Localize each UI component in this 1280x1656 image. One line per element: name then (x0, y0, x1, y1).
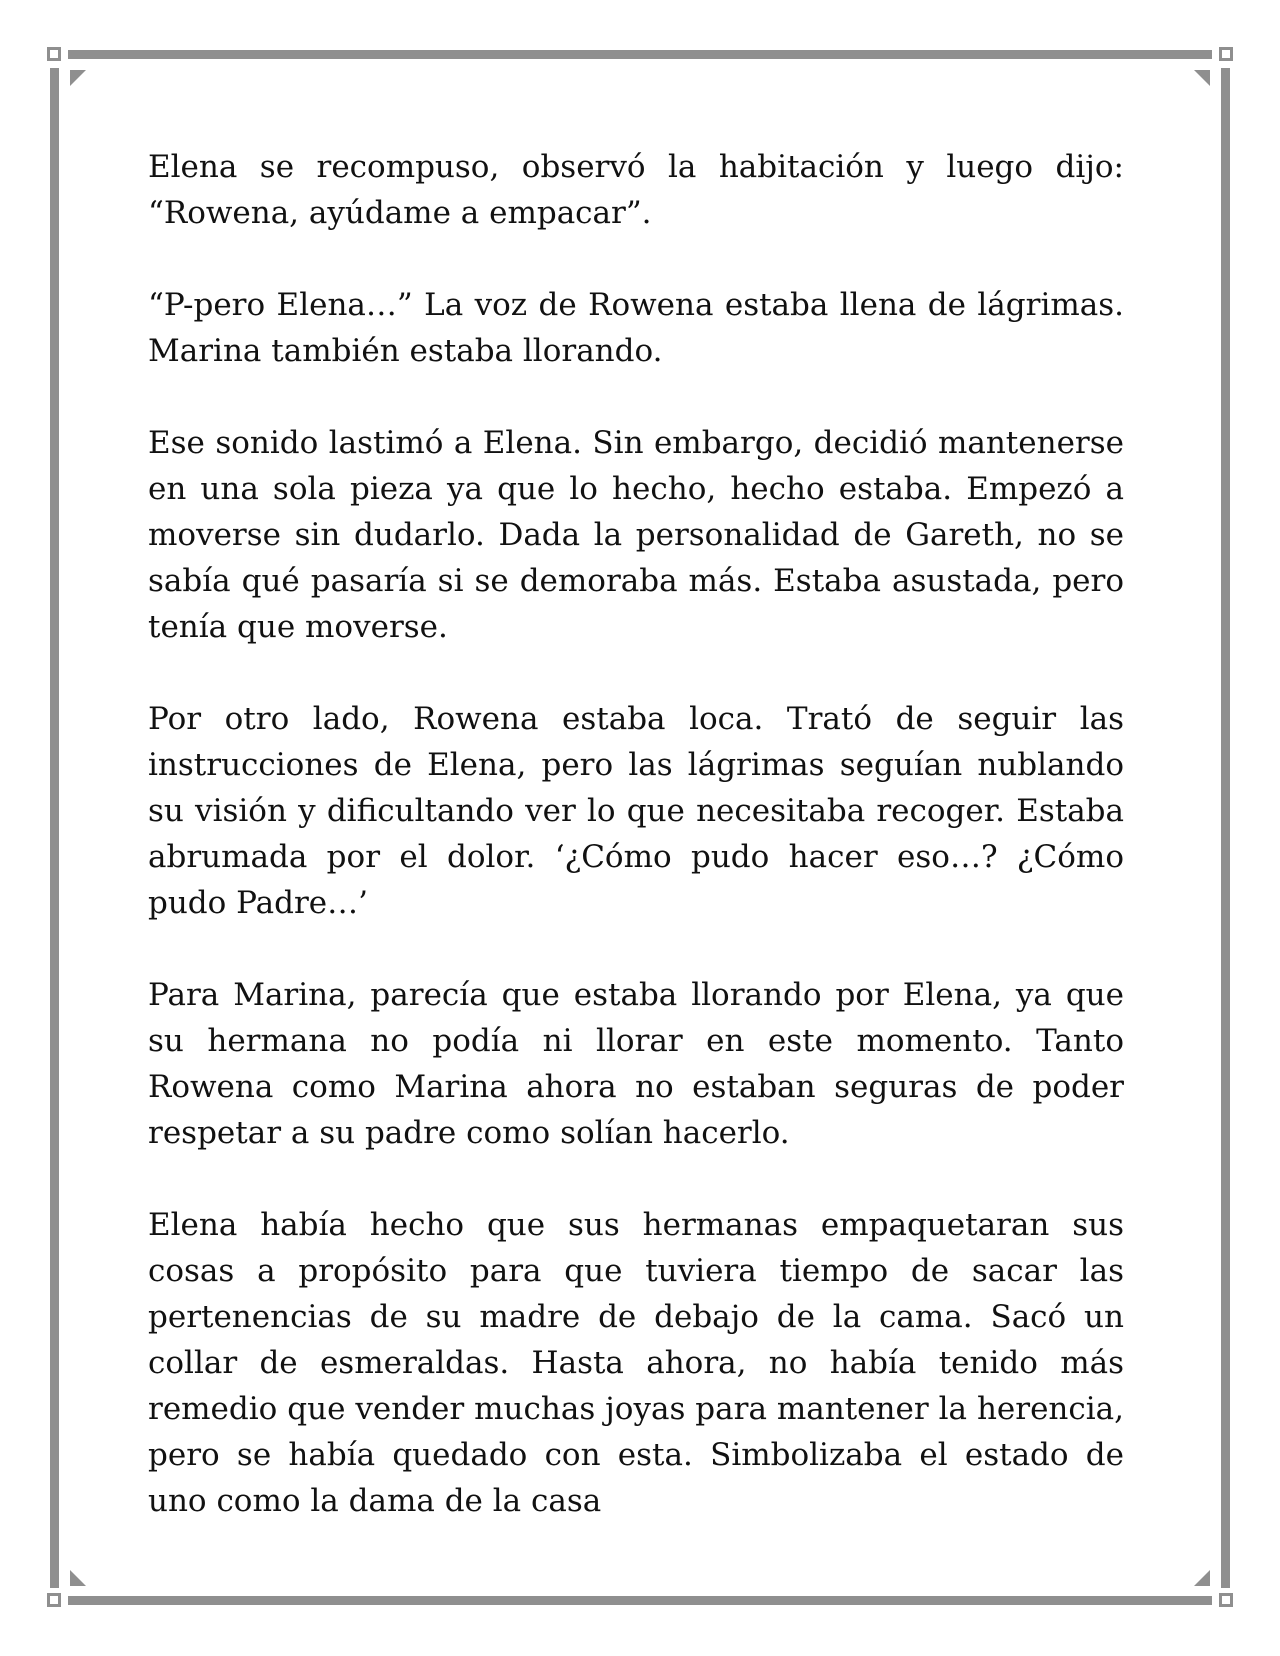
paragraph-5: Para Marina, parecía que estaba llorando por Elena, ya que su hermana no podía ni llorar en este momento. Tanto Rowena como Marina ahora no estaban seguras de poder respetar a su padre como solían hacerlo. (148, 977, 1124, 1151)
corner-triangle-bottom-left (70, 1570, 86, 1586)
paragraph-3: Ese sonido lastimó a Elena. Sin embargo, decidió mantenerse en una sola pieza ya que lo hecho, hecho estaba. Empezó a moverse sin dudarlo. Dada la personalidad de Gareth, no se sabía qué pasaría si se demoraba más. Estaba asustada, pero tenía que moverse. (148, 425, 1124, 645)
frame-right-border (1221, 68, 1230, 1588)
frame-bottom-border (68, 1596, 1212, 1605)
corner-ornament-top-right (1219, 47, 1233, 61)
corner-ornament-bottom-left (47, 1593, 61, 1607)
corner-ornament-bottom-right (1219, 1593, 1233, 1607)
paragraph-1: Elena se recompuso, observó la habitación y luego dijo: “Rowena, ayúdame a empacar”. (148, 149, 1124, 231)
paragraph-2: “P-pero Elena…” La voz de Rowena estaba llena de lágrimas. Marina también estaba llorando. (148, 287, 1124, 369)
text-body (148, 144, 1124, 1570)
corner-triangle-top-left (70, 70, 86, 86)
frame-left-border (50, 68, 59, 1588)
corner-ornament-top-left (47, 47, 61, 61)
corner-triangle-bottom-right (1194, 1570, 1210, 1586)
corner-triangle-top-right (1194, 70, 1210, 86)
paragraph-4: Por otro lado, Rowena estaba loca. Trató de seguir las instrucciones de Elena, pero las lágrimas seguían nublando su visión y dificultando ver lo que necesitaba recoger. Estaba abrumada por el dolor. ‘¿Cómo pudo hacer eso…? ¿Cómo pudo Padre…’ (148, 701, 1124, 921)
paragraph-6: Elena había hecho que sus hermanas empaquetaran sus cosas a propósito para que tuviera tiempo de sacar las pertenencias de su madre de debajo de la cama. Sacó un collar de esmeraldas. Hasta ahora, no había tenido más remedio que vender muchas joyas para mantener la herencia, pero se había quedado con esta. Simbolizaba el estado de uno como la dama de la casa (148, 1207, 1124, 1519)
frame-top-border (68, 50, 1212, 59)
